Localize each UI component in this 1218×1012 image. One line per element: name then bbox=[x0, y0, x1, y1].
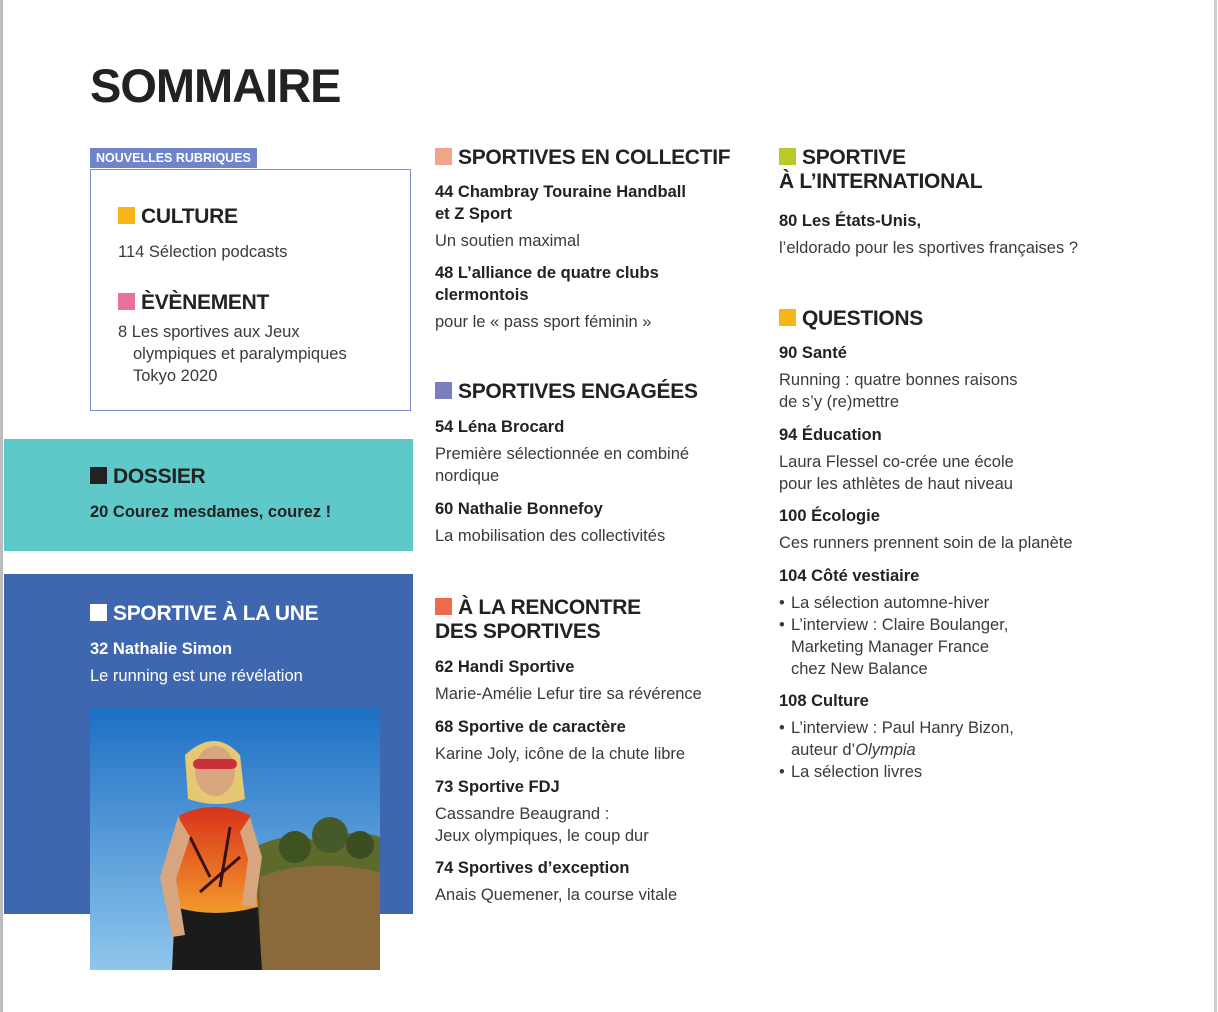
une-item-subtitle: Le running est une révélation bbox=[90, 667, 303, 685]
evenement-line-1: 8 Les sportives aux Jeux bbox=[118, 323, 300, 341]
engagees-item-60 bbox=[435, 498, 665, 547]
rencontre-item-62 bbox=[435, 656, 702, 705]
engagees-item-60-title: 60 Nathalie Bonnefoy bbox=[435, 500, 603, 518]
collectif-item-48 bbox=[435, 262, 659, 333]
vestiaire-interview-line-2: Marketing Manager France bbox=[791, 638, 990, 656]
questions-item-94-title: 94 Éducation bbox=[779, 426, 882, 444]
engagees-item-60-text: La mobilisation des collectivités bbox=[435, 527, 666, 545]
rencontre-square-icon bbox=[435, 598, 452, 615]
culture-podcasts-item: 114 Sélection podcasts bbox=[118, 243, 288, 261]
rencontre-item-62-title: 62 Handi Sportive bbox=[435, 658, 575, 676]
rencontre-item-68-title: 68 Sportive de caractère bbox=[435, 718, 626, 736]
collectif-square-icon bbox=[435, 148, 452, 165]
rencontre-item-73-text-2: Jeux olympiques, le coup dur bbox=[435, 827, 649, 845]
une-heading-text: SPORTIVE À LA UNE bbox=[113, 602, 319, 625]
engagees-item-54-title: 54 Léna Brocard bbox=[435, 418, 565, 436]
rencontre-heading-line-2: DES SPORTIVES bbox=[435, 620, 601, 643]
questions-heading-text: QUESTIONS bbox=[802, 307, 923, 330]
cover-photo-runner bbox=[90, 707, 380, 970]
rencontre-item-73-text-1: Cassandre Beaugrand : bbox=[435, 805, 610, 823]
engagees-heading-text: SPORTIVES ENGAGÉES bbox=[458, 380, 698, 403]
section-collectif-heading bbox=[435, 146, 730, 170]
rencontre-item-68-text: Karine Joly, icône de la chute libre bbox=[435, 745, 686, 763]
collectif-item-44-title-2: et Z Sport bbox=[435, 205, 512, 223]
international-item-80-title: 80 Les États-Unis, bbox=[779, 212, 922, 230]
list-item bbox=[779, 614, 1008, 680]
questions-item-100 bbox=[779, 505, 1073, 554]
rencontre-item-74-title: 74 Sportives d’exception bbox=[435, 859, 630, 877]
questions-item-104 bbox=[779, 565, 1008, 680]
culture-interview-book-title: Olympia bbox=[855, 741, 916, 759]
questions-item-90 bbox=[779, 342, 1018, 413]
collectif-item-44 bbox=[435, 181, 686, 252]
questions-item-104-title: 104 Côté vestiaire bbox=[779, 567, 920, 585]
section-engagees-heading bbox=[435, 380, 698, 404]
list-item: • La sélection livres bbox=[779, 761, 1014, 783]
questions-item-108 bbox=[779, 690, 1014, 783]
engagees-item-54 bbox=[435, 416, 689, 487]
section-international-heading bbox=[779, 146, 982, 194]
dossier-panel bbox=[4, 439, 413, 551]
vestiaire-interview-line-1: • L’interview : Claire Boulanger, bbox=[791, 616, 1009, 634]
collectif-item-48-text: pour le « pass sport féminin » bbox=[435, 313, 652, 331]
rencontre-item-74 bbox=[435, 857, 677, 906]
section-une-heading bbox=[90, 602, 318, 626]
culture-heading-text: CULTURE bbox=[141, 205, 238, 228]
international-item-80-text: l’eldorado pour les sportives françaises ? bbox=[779, 239, 1078, 257]
questions-item-108-title: 108 Culture bbox=[779, 692, 869, 710]
evenement-item bbox=[118, 321, 347, 387]
collectif-item-48-title-2: clermontois bbox=[435, 286, 529, 304]
page-edge-right bbox=[1214, 0, 1217, 1012]
collectif-heading-text: SPORTIVES EN COLLECTIF bbox=[458, 146, 731, 169]
international-heading-line-2: À L’INTERNATIONAL bbox=[779, 170, 983, 193]
questions-item-90-text-2: de s’y (re)mettre bbox=[779, 393, 900, 411]
evenement-heading-text: ÈVÈNEMENT bbox=[141, 291, 269, 314]
section-culture-heading bbox=[118, 205, 238, 229]
page-title: SOMMAIRE bbox=[90, 59, 341, 112]
collectif-item-44-text: Un soutien maximal bbox=[435, 232, 580, 250]
engagees-item-54-text-2: nordique bbox=[435, 467, 500, 485]
dossier-item: 20 Courez mesdames, courez ! bbox=[90, 503, 332, 521]
rencontre-item-74-text: Anais Quemener, la course vitale bbox=[435, 886, 678, 904]
rencontre-item-68 bbox=[435, 716, 685, 765]
questions-item-100-title: 100 Écologie bbox=[779, 507, 880, 525]
engagees-square-icon bbox=[435, 382, 452, 399]
section-questions-heading bbox=[779, 307, 923, 331]
nouvelles-rubriques-badge: NOUVELLES RUBRIQUES bbox=[90, 148, 257, 168]
rencontre-item-62-text: Marie-Amélie Lefur tire sa révérence bbox=[435, 685, 702, 703]
questions-item-104-list bbox=[779, 592, 1008, 680]
list-item: • La sélection automne-hiver bbox=[779, 592, 1008, 614]
rencontre-item-73 bbox=[435, 776, 649, 847]
dossier-heading-text: DOSSIER bbox=[113, 465, 206, 488]
section-dossier-heading bbox=[90, 465, 205, 489]
list-item bbox=[779, 717, 1014, 761]
culture-square-icon bbox=[118, 207, 135, 224]
vestiaire-interview-line-3: chez New Balance bbox=[791, 660, 928, 678]
questions-item-90-title: 90 Santé bbox=[779, 344, 847, 362]
international-square-icon bbox=[779, 148, 796, 165]
culture-interview-line-1: • L’interview : Paul Hanry Bizon, bbox=[791, 719, 1014, 737]
page-edge-left bbox=[0, 0, 3, 1012]
international-item-80 bbox=[779, 210, 1078, 259]
evenement-square-icon bbox=[118, 293, 135, 310]
une-square-icon bbox=[90, 604, 107, 621]
section-rencontre-heading bbox=[435, 596, 641, 644]
engagees-item-54-text-1: Première sélectionnée en combiné bbox=[435, 445, 690, 463]
questions-item-100-text: Ces runners prennent soin de la planète bbox=[779, 534, 1073, 552]
une-item-title: 32 Nathalie Simon bbox=[90, 640, 233, 658]
international-heading-line-1: SPORTIVE bbox=[802, 146, 906, 169]
questions-item-94-text-1: Laura Flessel co-crée une école bbox=[779, 453, 1014, 471]
questions-item-94-text-2: pour les athlètes de haut niveau bbox=[779, 475, 1013, 493]
questions-item-108-list bbox=[779, 717, 1014, 783]
collectif-item-44-title-1: 44 Chambray Touraine Handball bbox=[435, 183, 686, 201]
rencontre-heading-line-1: À LA RENCONTRE bbox=[458, 596, 641, 619]
dossier-square-icon bbox=[90, 467, 107, 484]
questions-item-90-text-1: Running : quatre bonnes raisons bbox=[779, 371, 1018, 389]
culture-interview-author-prefix: auteur d’ bbox=[791, 741, 856, 759]
evenement-line-2: olympiques et paralympiques bbox=[133, 345, 347, 363]
section-evenement-heading bbox=[118, 291, 269, 315]
questions-square-icon bbox=[779, 309, 796, 326]
rencontre-item-73-title: 73 Sportive FDJ bbox=[435, 778, 560, 796]
collectif-item-48-title-1: 48 L’alliance de quatre clubs bbox=[435, 264, 659, 282]
questions-item-94 bbox=[779, 424, 1014, 495]
culture-interview-line-2 bbox=[791, 739, 1014, 761]
evenement-line-3: Tokyo 2020 bbox=[133, 367, 218, 385]
